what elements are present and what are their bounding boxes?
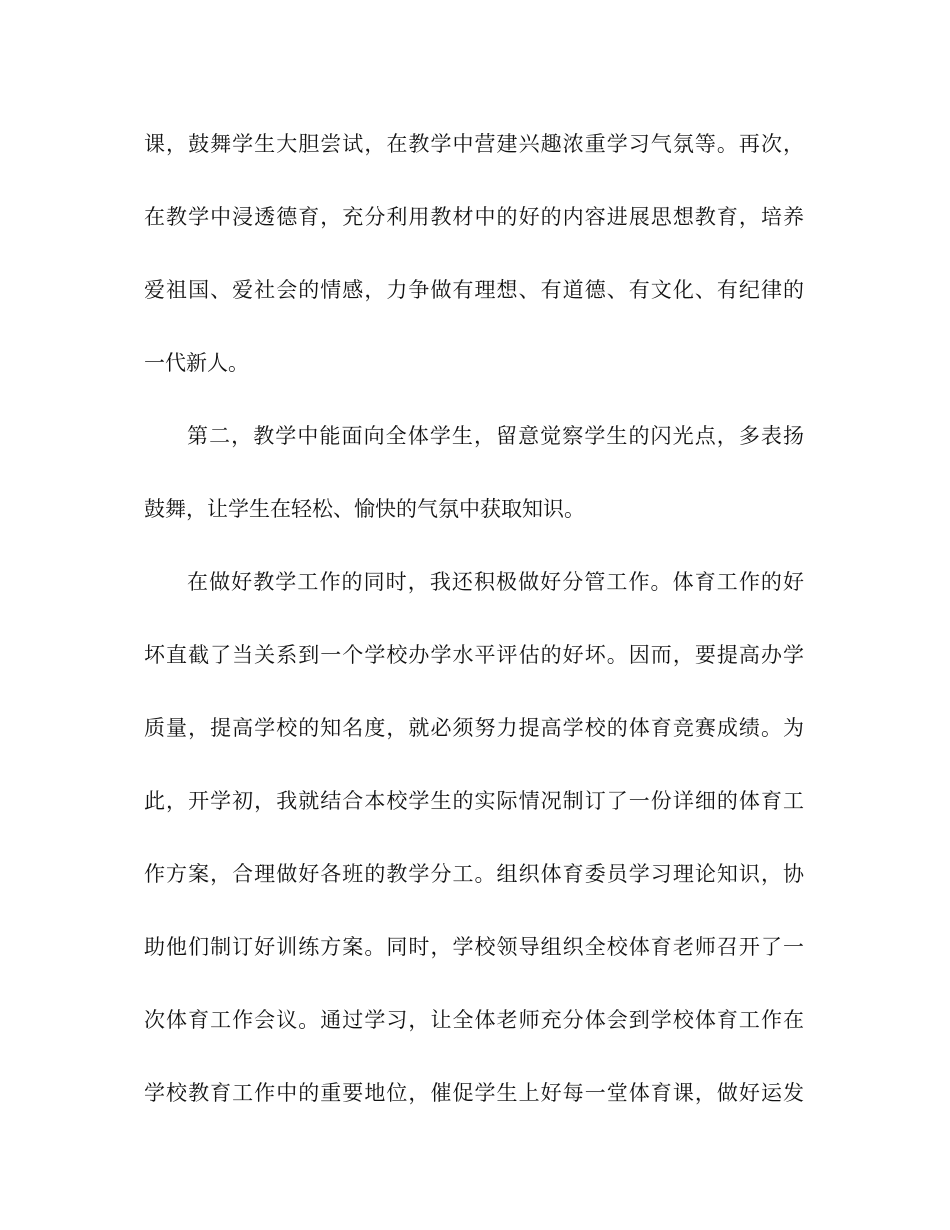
text-line: 作方案，合理做好各班的教学分工。组织体育委员学习理论知识，协	[144, 862, 804, 886]
text-line: 爱祖国、爱社会的情感，力争做有理想、有道德、有文化、有纪律的	[144, 278, 804, 302]
paragraph-first-line: 在做好教学工作的同时，我还积极做好分管工作。体育工作的好	[187, 570, 804, 594]
text-line: 助他们制订好训练方案。同时，学校领导组织全校体育老师召开了一	[144, 935, 804, 959]
text-line: 次体育工作会议。通过学习，让全体老师充分体会到学校体育工作在	[144, 1008, 804, 1032]
text-line: 坏直截了当关系到一个学校办学水平评估的好坏。因而，要提高办学	[144, 643, 804, 667]
text-line: 课，鼓舞学生大胆尝试，在教学中营建兴趣浓重学习气氛等。再次，	[144, 132, 804, 156]
text-line: 一代新人。	[144, 351, 249, 375]
text-line: 鼓舞，让学生在轻松、愉快的气氛中获取知识。	[144, 497, 585, 521]
paragraph-first-line: 第二，教学中能面向全体学生，留意觉察学生的闪光点，多表扬	[187, 424, 804, 448]
text-line: 质量，提高学校的知名度，就必须努力提高学校的体育竞赛成绩。为	[144, 716, 804, 740]
text-line: 在教学中浸透德育，充分利用教材中的好的内容进展思想教育，培养	[144, 205, 804, 229]
text-line: 此，开学初，我就结合本校学生的实际情况制订了一份详细的体育工	[144, 789, 804, 813]
text-line: 学校教育工作中的重要地位，催促学生上好每一堂体育课，做好运发	[144, 1081, 804, 1105]
